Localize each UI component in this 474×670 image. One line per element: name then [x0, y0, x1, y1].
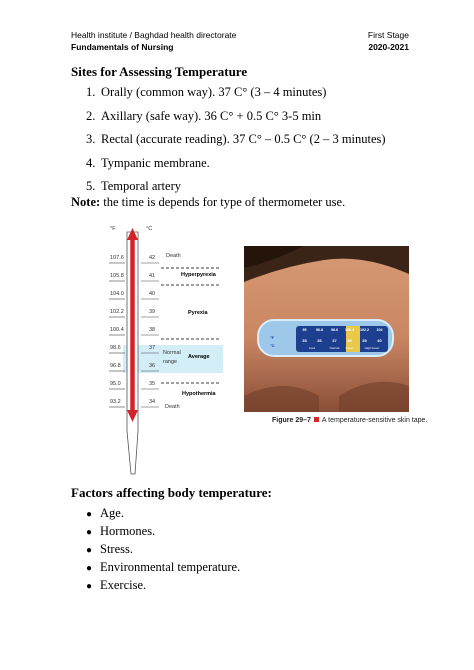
f-tick-label: 102.2 [110, 309, 124, 315]
c-tick-label: 38 [149, 327, 156, 333]
c-tick-label: 35 [149, 381, 156, 387]
thermometer-figure [105, 226, 225, 481]
sites-list [86, 84, 386, 202]
tape-c-row: 35 36 37 38 39 40 [302, 338, 382, 343]
skin-tape-photo [244, 246, 409, 412]
figure-caption-text: A temperature-sensitive skin tape. [321, 417, 428, 424]
f-tick-label: 105.8 [110, 273, 124, 279]
celsius-unit: °C [146, 226, 153, 232]
zone-death-top: Death [166, 253, 181, 259]
c-tick-label: 41 [149, 273, 156, 279]
header-row-2 [71, 41, 409, 53]
note-label: Note: [71, 195, 101, 209]
factors-list [86, 505, 240, 595]
f-tick-label: 107.6 [110, 255, 124, 261]
caption-square-icon [314, 417, 319, 422]
c-tick-label: 39 [149, 309, 156, 315]
c-tick-label: 42 [149, 255, 156, 261]
list-item: ● Exercise. [86, 577, 240, 595]
f-tick-label: 100.4 [110, 327, 124, 333]
header-row-1 [71, 29, 409, 41]
figure-caption [272, 417, 427, 424]
f-tick-label: 93.2 [110, 399, 121, 405]
sites-heading: Sites for Assessing Temperature [71, 64, 248, 79]
c-tick-label: 36 [149, 363, 156, 369]
page-header [71, 29, 409, 53]
list-item: ● Hormones. [86, 523, 240, 541]
zone-average: Average [188, 354, 210, 360]
list-item: 2. Axillary (safe way). 36 C° + 0.5 C° 3-5 min [86, 108, 322, 123]
list-item: 3. Rectal (accurate reading). 37 C° – 0.5 C° (2 – 3 minutes) [86, 132, 386, 146]
list-item: ● Stress. [86, 541, 240, 559]
c-tick-label: 34 [149, 399, 156, 405]
bullet-icon: ● [86, 581, 93, 592]
zone-hypothermia: Hypothermia [182, 391, 216, 397]
course-name: Fundamentals of Nursing [71, 42, 174, 52]
list-item: ● Age. [86, 505, 240, 523]
factors-heading: Factors affecting body temperature: [71, 485, 272, 500]
list-item: 1. Orally (common way). 37 C° (3 – 4 minutes) [86, 85, 327, 99]
tape-c-prefix: °C [270, 343, 275, 348]
f-tick-label: 98.6 [110, 345, 121, 351]
bullet-icon: ● [86, 545, 93, 556]
list-item: ● Environmental temperature. [86, 559, 240, 577]
tape-f-prefix: °F [270, 335, 275, 340]
c-tick-label: 37 [149, 345, 156, 351]
fahrenheit-unit: °F [110, 226, 116, 232]
list-item: 5. Temporal artery [86, 179, 181, 193]
figure-number: Figure 29–7 [272, 417, 311, 424]
note-text: the time is depends for type of thermometer use. [100, 195, 346, 209]
zone-death-bottom: Death [165, 404, 180, 410]
stage-label: First Stage [367, 30, 409, 40]
bullet-icon: ● [86, 509, 93, 520]
bullet-icon: ● [86, 527, 93, 538]
list-item: 4. Tympanic membrane. [86, 155, 210, 170]
academic-year: 2020-2021 [368, 42, 409, 52]
note-paragraph [71, 195, 345, 210]
f-tick-label: 96.8 [110, 363, 121, 369]
zone-hyperpyrexia: Hyperpyrexia [181, 272, 216, 278]
zone-normal: Normal [163, 350, 181, 356]
f-tick-label: 104.0 [110, 291, 124, 297]
c-tick-label: 40 [149, 291, 156, 297]
tape-zone-row: Cool Normal Fever High Fever [308, 346, 380, 350]
institute-name: Health institute / Baghdad health directorate [71, 30, 237, 40]
tape-f-row: 95 96.8 98.6 100.4 102.2 104 [302, 328, 383, 332]
zone-pyrexia: Pyrexia [188, 310, 208, 316]
f-tick-label: 95.0 [110, 381, 121, 387]
zone-range: range [163, 359, 178, 365]
bullet-icon: ● [86, 563, 93, 574]
